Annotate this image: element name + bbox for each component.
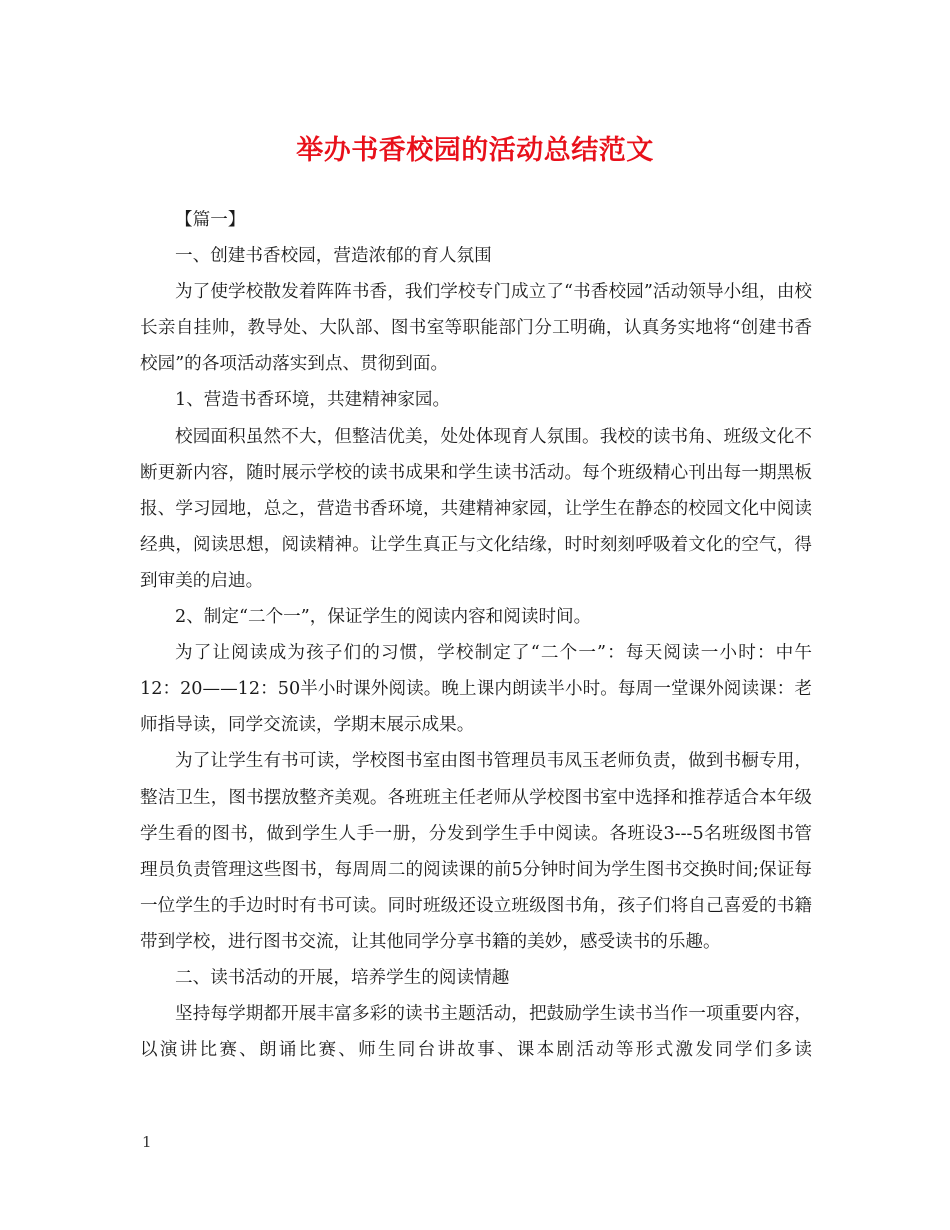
page-number: 1 [142,1133,152,1151]
heading-paragraph: 一、创建书香校园，营造浓郁的育人氛围 [175,246,492,267]
document-body [140,202,812,1068]
body-paragraph: 坚持每学期都开展丰富多彩的读书主题活动，把鼓励学生读书当作一项重要内容，以演讲比赛、朗诵比赛、师生同台讲故事、课本剧活动等形式激发同学们多读 [140,1004,812,1061]
subheading-paragraph: 1、营造书香环境，共建精神家园。 [175,390,451,411]
document-title: 举办书香校园的活动总结范文 [296,135,654,166]
subheading-paragraph: 2、制定“二个一”，保证学生的阅读内容和阅读时间。 [175,607,592,628]
body-paragraph: 为了使学校散发着阵阵书香，我们学校专门成立了“书香校园”活动领导小组，由校长亲自挂帅，教导处、大队部、图书室等职能部门分工明确，认真务实地将“创建书香校园”的各项活动落实到点、贯彻到面。 [140,282,812,375]
section-label: 【篇一】 [175,210,246,230]
heading-paragraph: 二、读书活动的开展，培养学生的阅读情趣 [175,967,510,988]
body-paragraph: 校园面积虽然不大，但整洁优美，处处体现育人氛围。我校的读书角、班级文化不断更新内容，随时展示学校的读书成果和学生读书活动。每个班级精心刊出每一期黑板报、学习园地，总之，营造书香环境，共建精神家园，让学生在静态的校园文化中阅读经典，阅读思想，阅读精神。让学生真正与文化结缘，时时刻刻呼吸着文化的空气，得到审美的启迪。 [140,426,812,591]
body-paragraph: 为了让学生有书可读，学校图书室由图书管理员韦凤玉老师负责，做到书橱专用，整洁卫生，图书摆放整齐美观。各班班主任老师从学校图书室中选择和推荐适合本年级学生看的图书，做到学生人手一册，分发到学生手中阅读。各班设3---5名班级图书管理员负责管理这些图书，每周周二的阅读课的前5分钟时间为学生图书交换时间;保证每一位学生的手边时时有书可读。同时班级还设立班级图书角，孩子们将自己喜爱的书籍带到学校，进行图书交流，让其他同学分享书籍的美妙，感受读书的乐趣。 [140,751,812,952]
body-paragraph: 为了让阅读成为孩子们的习惯，学校制定了“二个一”：每天阅读一小时：中午12：20——12：50半小时课外阅读。晚上课内朗读半小时。每周一堂课外阅读课：老师指导读，同学交流读，学期末展示成果。 [140,643,812,736]
